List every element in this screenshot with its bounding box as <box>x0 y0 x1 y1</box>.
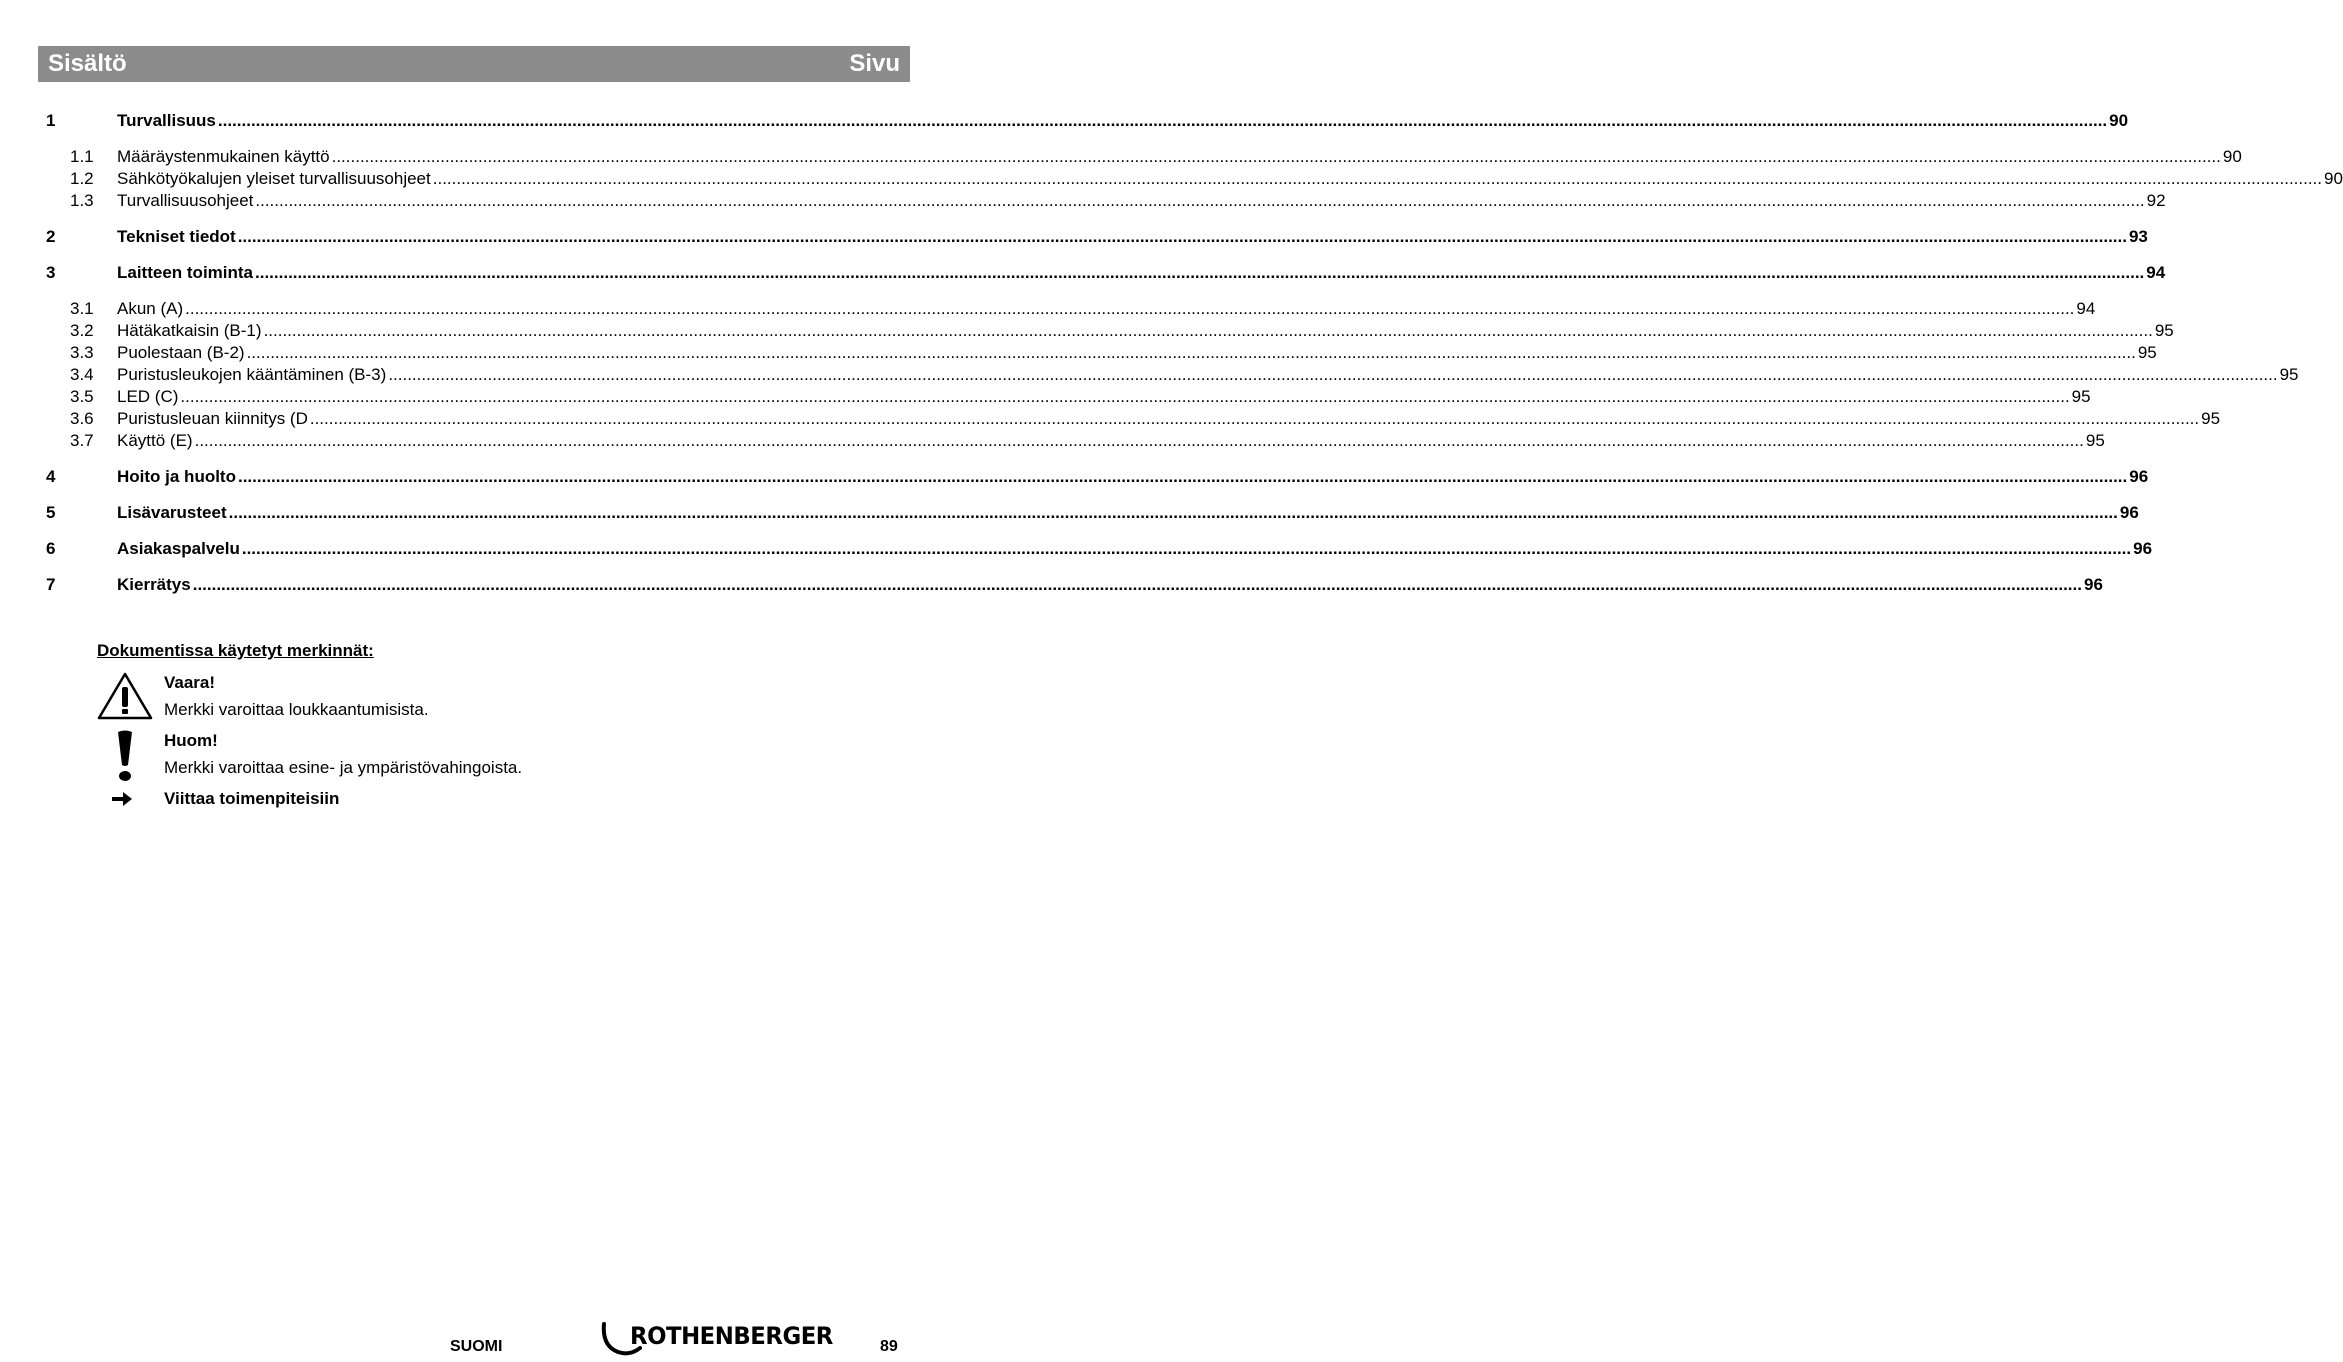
toc-title: Hätäkatkaisin (B-1) <box>117 321 262 340</box>
toc-page-number: 95 <box>2071 387 2091 406</box>
toc-number: 1.1 <box>70 147 94 166</box>
legend-notice-text: Merkki varoittaa esine- ja ympäristövahingoista. <box>164 758 523 777</box>
toc-leader-dots: ................................................................................................................................................................................................................................................................................................................................................................................................................ <box>241 539 2132 558</box>
footer-page-number: 89 <box>880 1338 898 1355</box>
toc-page-number: 95 <box>2085 431 2105 450</box>
legend-item-action <box>97 785 797 815</box>
toc-page-number: 92 <box>2146 191 2166 210</box>
toc-leader-dots: ................................................................................................................................................................................................................................................................................................................................................................................................................ <box>228 503 2118 522</box>
toc-number: 2 <box>46 227 56 246</box>
toc-leader-dots: ................................................................................................................................................................................................................................................................................................................................................................................................................ <box>255 191 2145 210</box>
legend-danger-title: Vaara! <box>164 673 216 692</box>
toc-leader-dots: ................................................................................................................................................................................................................................................................................................................................................................................................................ <box>217 111 2108 130</box>
toc-number: 6 <box>46 539 56 558</box>
toc-title: Puristusleukojen kääntäminen (B-3) <box>117 365 387 384</box>
toc-row <box>46 364 2299 386</box>
toc-page-number: 93 <box>2128 227 2148 246</box>
toc-title: Kierrätys <box>117 575 191 594</box>
legend-heading: Dokumentissa käytetyt merkinnät: <box>97 641 374 660</box>
toc-row <box>46 574 2103 596</box>
toc-number: 3 <box>46 263 56 282</box>
toc-row <box>46 262 2166 284</box>
toc-title: LED (C) <box>117 387 179 406</box>
toc-row <box>46 342 2157 364</box>
toc-row <box>46 538 2153 560</box>
toc-leader-dots: ................................................................................................................................................................................................................................................................................................................................................................................................................ <box>263 321 2153 340</box>
brand-logo-text: ROTHENBERGER <box>630 1322 833 1350</box>
toc-number: 7 <box>46 575 56 594</box>
toc-leader-dots: ................................................................................................................................................................................................................................................................................................................................................................................................................ <box>185 299 2075 318</box>
toc-leader-dots: ................................................................................................................................................................................................................................................................................................................................................................................................................ <box>237 467 2128 486</box>
legend-action-title: Viittaa toimenpiteisiin <box>164 789 340 808</box>
toc-leader-dots: ................................................................................................................................................................................................................................................................................................................................................................................................................ <box>255 263 2145 282</box>
toc-number: 1.3 <box>70 191 94 210</box>
toc-title: Turvallisuusohjeet <box>117 191 254 210</box>
toc-title: Puristusleuan kiinnitys (D <box>117 409 308 428</box>
table-of-contents <box>46 110 2343 596</box>
toc-page-number: 94 <box>2146 263 2166 282</box>
toc-row <box>46 298 2096 320</box>
toc-row <box>46 110 2129 132</box>
toc-title: Hoito ja huolto <box>117 467 236 486</box>
toc-leader-dots: ................................................................................................................................................................................................................................................................................................................................................................................................................ <box>309 409 2200 428</box>
toc-number: 3.1 <box>70 299 94 318</box>
footer-language: SUOMI <box>450 1338 503 1355</box>
warning-triangle-icon <box>97 671 153 726</box>
legend-notice-title: Huom! <box>164 731 218 750</box>
brand-logo <box>600 1322 855 1358</box>
toc-page-number: 96 <box>2119 503 2139 522</box>
legend-item-notice <box>97 727 797 785</box>
header-contents-label: Sisältö <box>48 50 127 77</box>
toc-number: 3.7 <box>70 431 94 450</box>
toc-row <box>46 408 2221 430</box>
toc-leader-dots: ................................................................................................................................................................................................................................................................................................................................................................................................................ <box>192 575 2082 594</box>
toc-number: 4 <box>46 467 56 486</box>
toc-title: Asiakaspalvelu <box>117 539 240 558</box>
toc-page-number: 90 <box>2222 147 2242 166</box>
toc-row <box>46 146 2242 168</box>
toc-row <box>46 430 2105 452</box>
toc-row <box>46 320 2174 342</box>
toc-number: 3.5 <box>70 387 94 406</box>
toc-row <box>46 386 2091 408</box>
symbol-legend <box>97 641 797 815</box>
toc-title: Puolestaan (B-2) <box>117 343 245 362</box>
toc-page-number: 94 <box>2076 299 2096 318</box>
toc-row <box>46 190 2166 212</box>
toc-page-number: 96 <box>2133 539 2153 558</box>
toc-title: Sähkötyökalujen yleiset turvallisuusohjeet <box>117 169 431 188</box>
toc-page-number: 90 <box>2324 169 2343 188</box>
toc-title: Turvallisuus <box>117 111 216 130</box>
arrow-right-icon <box>111 790 133 813</box>
toc-page-number: 95 <box>2201 409 2221 428</box>
toc-leader-dots: ................................................................................................................................................................................................................................................................................................................................................................................................................ <box>432 169 2323 188</box>
toc-title: Akun (A) <box>117 299 184 318</box>
toc-row <box>46 502 2139 524</box>
toc-page-number: 90 <box>2109 111 2129 130</box>
header-page-label: Sivu <box>849 50 900 77</box>
toc-page-number: 96 <box>2083 575 2103 594</box>
toc-number: 5 <box>46 503 56 522</box>
toc-page-number: 95 <box>2137 343 2157 362</box>
toc-header-bar <box>38 46 910 82</box>
toc-leader-dots: ................................................................................................................................................................................................................................................................................................................................................................................................................ <box>388 365 2278 384</box>
toc-page-number: 96 <box>2129 467 2149 486</box>
toc-leader-dots: ................................................................................................................................................................................................................................................................................................................................................................................................................ <box>194 431 2084 450</box>
exclamation-icon <box>115 729 135 790</box>
toc-title: Lisävarusteet <box>117 503 227 522</box>
toc-number: 1.2 <box>70 169 94 188</box>
legend-item-danger <box>97 669 797 727</box>
toc-row <box>46 168 2343 190</box>
toc-number: 3.3 <box>70 343 94 362</box>
toc-number: 3.2 <box>70 321 94 340</box>
toc-row <box>46 226 2148 248</box>
toc-leader-dots: ................................................................................................................................................................................................................................................................................................................................................................................................................ <box>180 387 2070 406</box>
toc-title: Laitteen toiminta <box>117 263 254 282</box>
toc-number: 3.4 <box>70 365 94 384</box>
toc-number: 3.6 <box>70 409 94 428</box>
toc-leader-dots: ................................................................................................................................................................................................................................................................................................................................................................................................................ <box>237 227 2127 246</box>
toc-page-number: 95 <box>2154 321 2174 340</box>
legend-danger-text: Merkki varoittaa loukkaantumisista. <box>164 700 429 719</box>
toc-row <box>46 466 2149 488</box>
toc-page-number: 95 <box>2279 365 2299 384</box>
toc-title: Määräystenmukainen käyttö <box>117 147 330 166</box>
toc-number: 1 <box>46 111 56 130</box>
toc-leader-dots: ................................................................................................................................................................................................................................................................................................................................................................................................................ <box>246 343 2136 362</box>
toc-leader-dots: ................................................................................................................................................................................................................................................................................................................................................................................................................ <box>331 147 2221 166</box>
toc-title: Tekniset tiedot <box>117 227 236 246</box>
toc-title: Käyttö (E) <box>117 431 193 450</box>
